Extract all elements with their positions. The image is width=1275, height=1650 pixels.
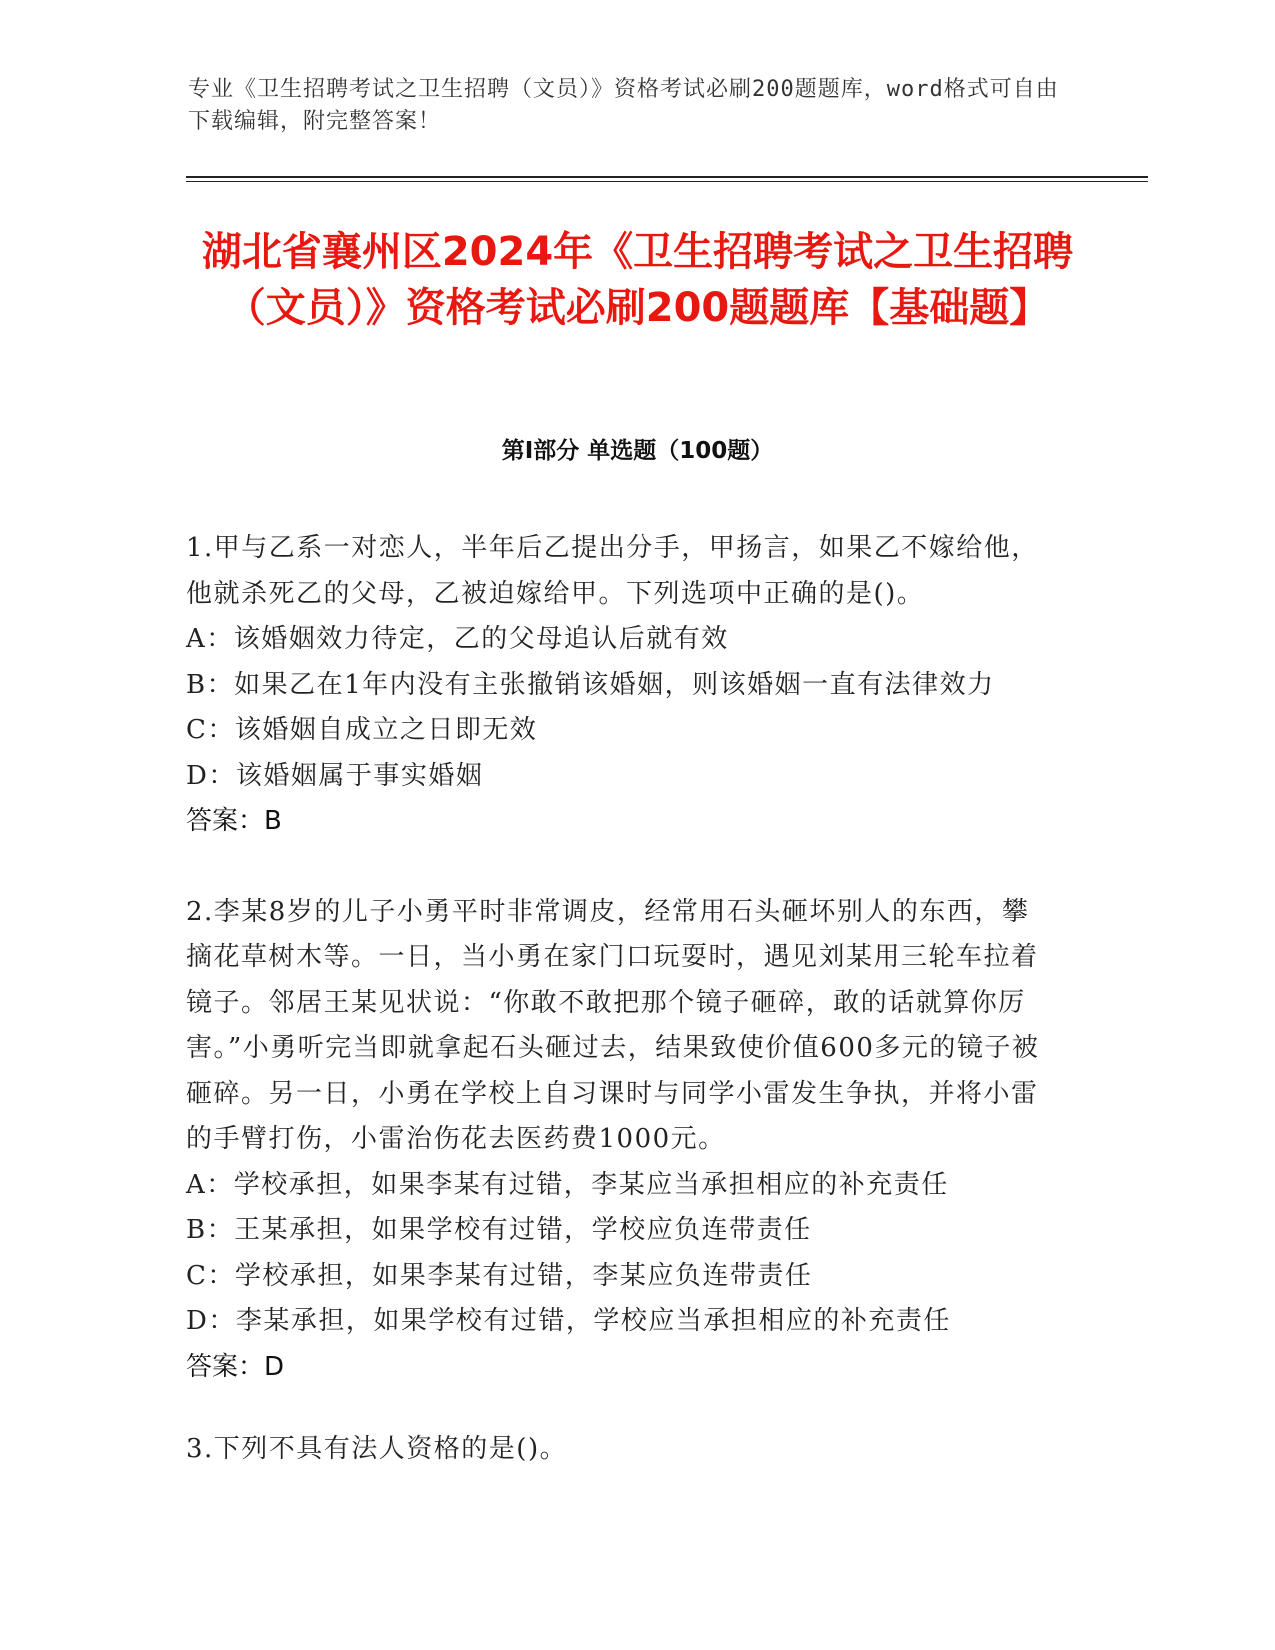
document-title: 湖北省襄州区2024年《卫生招聘考试之卫生招聘（文员）》资格考试必刷200题题库【基础题】 — [201, 229, 1074, 331]
question-1 — [186, 526, 1056, 845]
question-stem: 3.下列不具有法人资格的是()。 — [186, 1434, 568, 1464]
option-b: B：如果乙在1年内没有主张撤销该婚姻，则该婚姻一直有法律效力 — [186, 669, 995, 700]
question-3 — [186, 1427, 1056, 1473]
option-c: C：学校承担，如果李某有过错，李某应负连带责任 — [186, 1260, 813, 1291]
question-2 — [186, 890, 1056, 1391]
answer: 答案：B — [186, 806, 282, 836]
option-a: A：学校承担，如果李某有过错，李某应当承担相应的补充责任 — [186, 1169, 949, 1200]
option-c: C：该婚姻自成立之日即无效 — [186, 715, 538, 745]
question-spacer — [186, 1390, 1056, 1427]
section-heading: 第Ⅰ部分 单选题（100题） — [501, 438, 774, 464]
question-stem: 2.李某8岁的儿子小勇平时非常调皮，经常用石头砸坏别人的东西，攀摘花草树木等。一日，当小勇在家门口玩耍时，遇见刘某用三轮车拉着镜子。邻居王某见状说：“你敢不敢把那个镜子砸碎，敢的话就算你厉害。”小勇听完当即就拿起石头砸过去，结果致使价值600多元的镜子被砸碎。另一日，小勇在学校上自习课时与同学小雷发生争执，并将小雷的手臂打伤，小雷治伤花去医药费1000元。 — [186, 896, 1040, 1154]
question-list — [186, 526, 1056, 1473]
header-divider-thick — [186, 176, 1148, 178]
header-divider-thin — [186, 181, 1148, 182]
question-stem: 1.甲与乙系一对恋人，半年后乙提出分手，甲扬言，如果乙不嫁给他，他就杀死乙的父母，乙被迫嫁给甲。下列选项中正确的是()。 — [186, 533, 1039, 609]
option-b: B：王某承担，如果学校有过错，学校应负连带责任 — [186, 1215, 812, 1245]
option-a: A：该婚姻效力待定，乙的父母追认后就有效 — [186, 624, 729, 654]
option-d: D：该婚姻属于事实婚姻 — [186, 760, 484, 791]
question-spacer — [186, 845, 1056, 890]
header-note: 专业《卫生招聘考试之卫生招聘（文员）》资格考试必刷200题题库，word格式可自由下载编辑，附完整答案！ — [188, 77, 1059, 134]
option-d: D：李某承担，如果学校有过错，学校应当承担相应的补充责任 — [186, 1306, 951, 1336]
answer: 答案：D — [186, 1351, 285, 1382]
